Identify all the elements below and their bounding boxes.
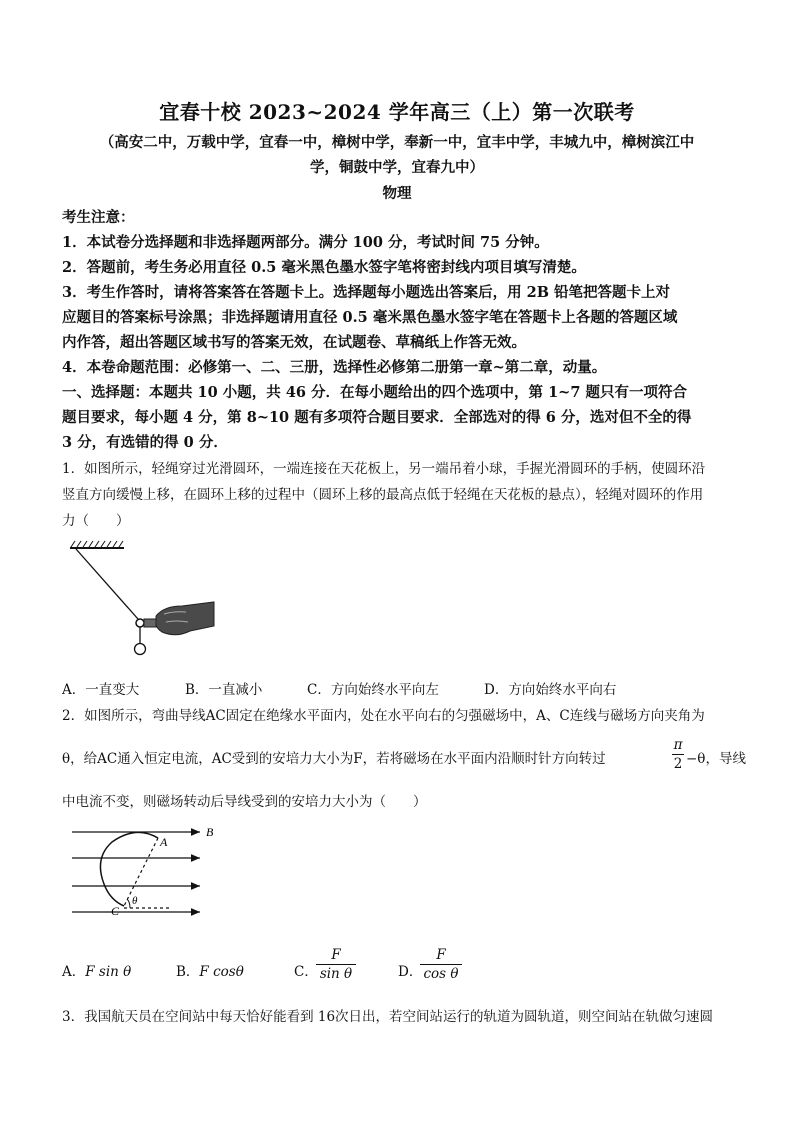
label-b: B <box>206 825 214 839</box>
notice-item-3-line-3: 内作答，超出答题区域书写的答案无效，在试题卷、草稿纸上作答无效。 <box>62 334 526 351</box>
curved-wire <box>100 832 158 906</box>
q2-option-b-expr: F cosθ <box>199 964 244 980</box>
q1-option-d[interactable]: D．方向始终水平向右 <box>484 682 617 698</box>
q2-option-d-num: F <box>436 947 446 963</box>
q1-option-a[interactable]: A．一直变大 <box>62 682 140 698</box>
label-theta: θ <box>132 895 138 907</box>
page-title: 宜春十校 2023~2024 学年高三（上）第一次联考 <box>159 100 635 124</box>
q2-fraction-bar <box>672 754 684 755</box>
q1-line-3: 力（ ） <box>62 513 130 529</box>
q2-fraction-numerator: π <box>673 737 683 753</box>
q2-option-d[interactable]: D． <box>398 964 423 980</box>
label-c: C <box>111 904 120 918</box>
q2-option-b[interactable] <box>176 960 244 980</box>
notice-item-4: 4．本卷命题范围：必修第一、二、三册，选择性必修第二册第一章~第二章，动量。 <box>62 359 607 376</box>
q1-option-c[interactable]: C．方向始终水平向左 <box>307 682 439 698</box>
q1-line-2: 竖直方向缓慢上移，在圆环上移的过程中（圆环上移的最高点低于轻绳在天花板的悬点），轻绳对圆环的作用 <box>62 487 704 503</box>
notice-item-3-line-1: 3．考生作答时，请将答案答在答题卡上。选择题每小题选出答案后，用 2B 铅笔把答题卡上对 <box>62 284 671 301</box>
q2-option-d-fraction <box>420 947 462 982</box>
q2-fraction-denominator: 2 <box>673 756 683 772</box>
q2-option-c-fraction <box>316 947 356 982</box>
notice-heading: 考生注意： <box>62 209 135 226</box>
q2-option-a-letter: A． <box>62 964 86 980</box>
notice-item-3-line-2: 应题目的答案标号涂黑；非选择题请用直径 0.5 毫米黑色墨水签字笔在答题卡上各题的答题区域 <box>62 309 678 326</box>
q2-option-c[interactable]: C． <box>294 964 318 980</box>
q2-option-b-letter: B． <box>176 964 200 980</box>
section1-line-2: 题目要求，每小题 4 分，第 8~10 题有多项符合题目要求．全部选对的得 6 分，选对但不全的得 <box>62 409 692 426</box>
q2-option-a[interactable] <box>62 960 131 980</box>
schools-line-2: 学，铜鼓中学，宜春九中） <box>310 159 484 176</box>
q1-figure <box>62 536 222 664</box>
q2-line-2-part-2: −θ，导线 <box>686 751 746 767</box>
notice-item-1: 1．本试卷分选择题和非选择题两部分。满分 100 分，考试时间 75 分钟。 <box>62 234 549 251</box>
section1-line-3: 3 分，有选错的得 0 分． <box>62 434 228 451</box>
section1-line-1: 一、选择题：本题共 10 小题，共 46 分．在每小题给出的四个选项中，第 1~7 题只有一项符合 <box>62 384 687 401</box>
q1-option-b[interactable]: B．一直减小 <box>185 682 263 698</box>
q2-option-c-den: sin θ <box>319 966 353 982</box>
q2-line-1: 2．如图所示，弯曲导线AC固定在绝缘水平面内，处在水平向右的匀强磁场中，A、C连线与磁场方向夹角为 <box>62 708 705 724</box>
q2-option-c-num: F <box>331 947 341 963</box>
ac-dashed-line <box>124 838 158 906</box>
q2-figure <box>66 820 226 920</box>
subject-title: 物理 <box>382 185 412 202</box>
q3-line-1: 3．我国航天员在空间站中每天恰好能看到 16次日出，若空间站运行的轨道为圆轨道，则空间站在轨做匀速圆 <box>62 1009 714 1025</box>
q2-fraction <box>672 737 684 772</box>
label-a: A <box>160 835 168 849</box>
q1-line-1: 1．如图所示，轻绳穿过光滑圆环，一端连接在天花板上，另一端吊着小球，手握光滑圆环的手柄，使圆环沿 <box>62 461 706 477</box>
q2-line-2-part-1: θ，给AC通入恒定电流，AC受到的安培力大小为F，若将磁场在水平面内沿顺时针方向转过 <box>62 751 606 767</box>
schools-list <box>62 130 732 180</box>
schools-line-1: （高安二中，万载中学，宜春一中，樟树中学，奉新一中，宜丰中学，丰城九中，樟树滨江中 <box>99 134 695 151</box>
q2-option-a-expr: F sin θ <box>85 964 132 980</box>
notice-item-2: 2．答题前，考生务必用直径 0.5 毫米黑色墨水签字笔将密封线内项目填写清楚。 <box>62 259 586 276</box>
q2-line-3: 中电流不变，则磁场转动后导线受到的安培力大小为（ ） <box>62 794 427 810</box>
q2-option-d-den: cos θ <box>423 966 459 982</box>
